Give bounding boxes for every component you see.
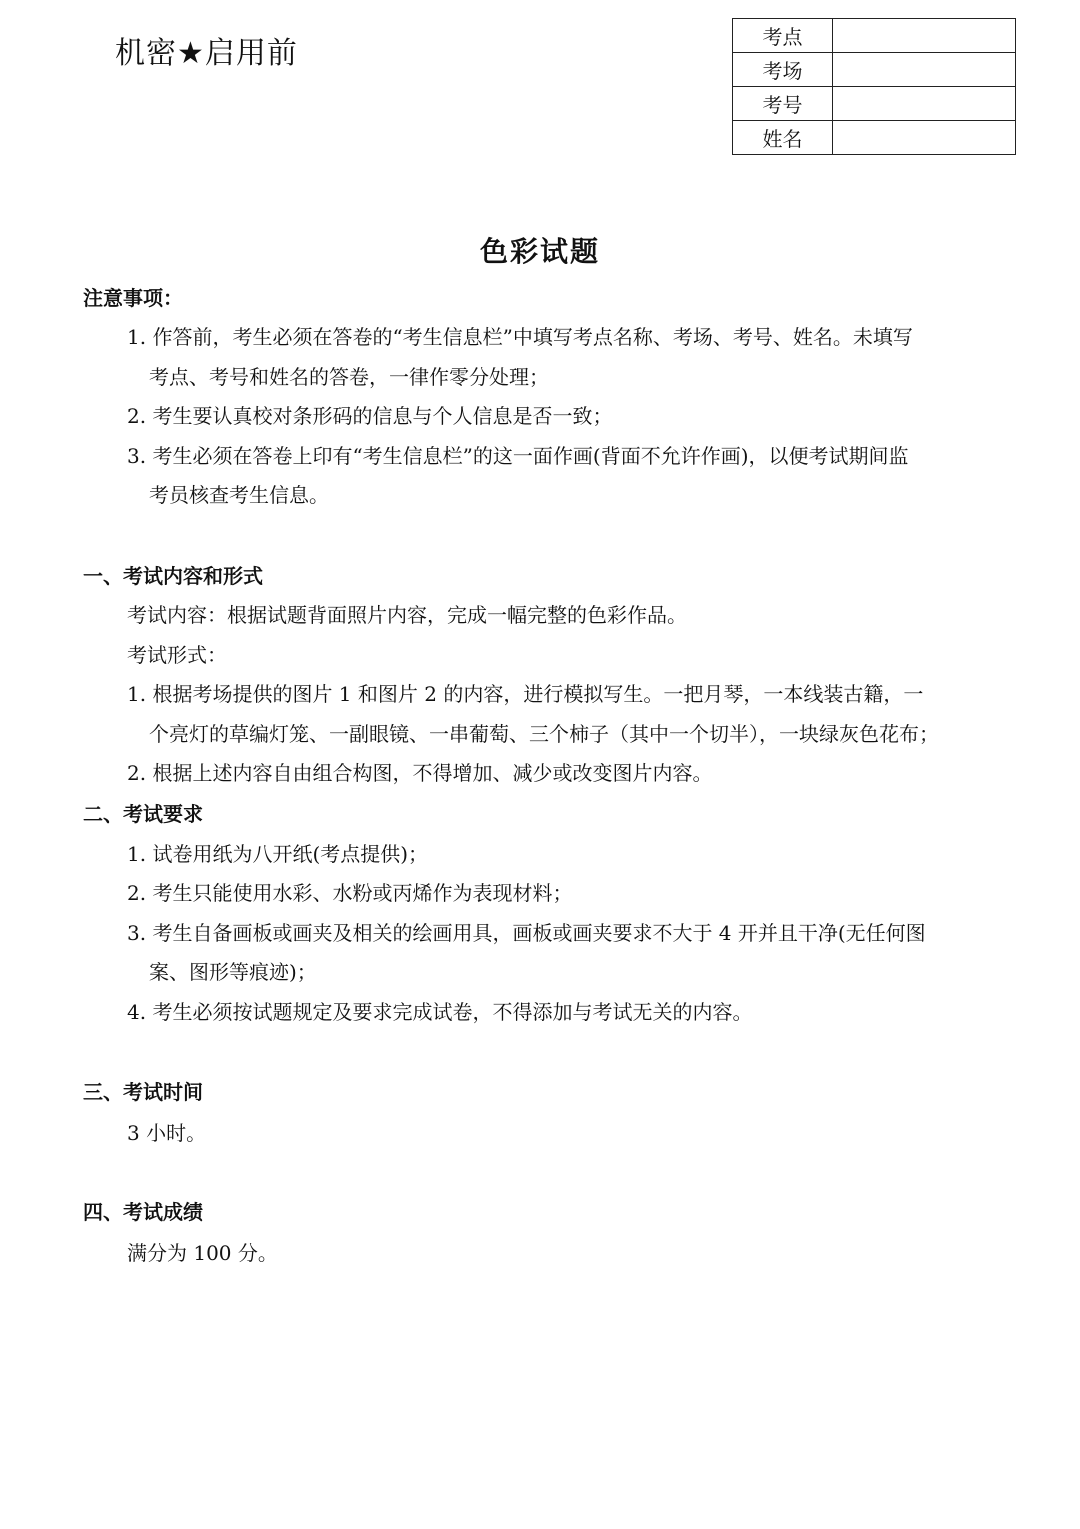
info-label: 考点 (733, 19, 833, 53)
info-label: 考场 (733, 53, 833, 87)
section-line: 2. 考生只能使用水彩、水粉或丙烯作为表现材料； (127, 881, 573, 905)
section-line: 1. 试卷用纸为八开纸(考点提供)； (127, 842, 429, 866)
notice-line: 3. 考生必须在答卷上印有“考生信息栏”的这一面作画(背面不允许作画)，以便考试期间监 (127, 444, 909, 468)
info-row-name (733, 121, 1016, 155)
section-line: 2. 根据上述内容自由组合构图，不得增加、减少或改变图片内容。 (127, 761, 713, 785)
section-line: 1. 根据考场提供的图片 1 和图片 2 的内容，进行模拟写生。一把月琴，一本线装古籍，一 (127, 682, 924, 706)
confidential-label: 机密★启用前 (115, 36, 298, 71)
notice-line: 考员核查考生信息。 (149, 483, 329, 507)
info-label: 考号 (733, 87, 833, 121)
section-line: 考试内容：根据试题背面照片内容，完成一幅完整的色彩作品。 (127, 603, 687, 627)
info-value (833, 53, 1016, 87)
candidate-info-table (732, 18, 1016, 155)
info-row-exam-number (733, 87, 1016, 121)
info-value (833, 121, 1016, 155)
section-line: 3. 考生自备画板或画夹及相关的绘画用具，画板或画夹要求不大于 4 开并且干净(无任何图 (127, 921, 926, 945)
notice-line: 1. 作答前，考生必须在答卷的“考生信息栏”中填写考点名称、考场、考号、姓名。未填写 (127, 325, 913, 349)
info-value (833, 87, 1016, 121)
info-value (833, 19, 1016, 53)
notice-line: 考点、考号和姓名的答卷，一律作零分处理； (149, 365, 549, 389)
section-line: 3 小时。 (127, 1121, 207, 1145)
section-line: 个亮灯的草编灯笼、一副眼镜、一串葡萄、三个柿子（其中一个切半），一块绿灰色花布； (149, 722, 939, 746)
info-label: 姓名 (733, 121, 833, 155)
section-heading: 四、考试成绩 (83, 1200, 203, 1224)
section-heading: 三、考试时间 (83, 1080, 203, 1104)
section-line: 4. 考生必须按试题规定及要求完成试卷，不得添加与考试无关的内容。 (127, 1000, 753, 1024)
info-row-exam-room (733, 53, 1016, 87)
section-heading: 二、考试要求 (83, 802, 203, 826)
notice-heading: 注意事项： (83, 286, 183, 310)
section-line: 满分为 100 分。 (127, 1241, 278, 1265)
page-title: 色彩试题 (479, 235, 600, 268)
section-line: 案、图形等痕迹)； (149, 960, 317, 984)
notice-line: 2. 考生要认真校对条形码的信息与个人信息是否一致； (127, 404, 613, 428)
section-heading: 一、考试内容和形式 (83, 564, 263, 588)
info-row-exam-site (733, 19, 1016, 53)
section-line: 考试形式： (127, 643, 227, 667)
